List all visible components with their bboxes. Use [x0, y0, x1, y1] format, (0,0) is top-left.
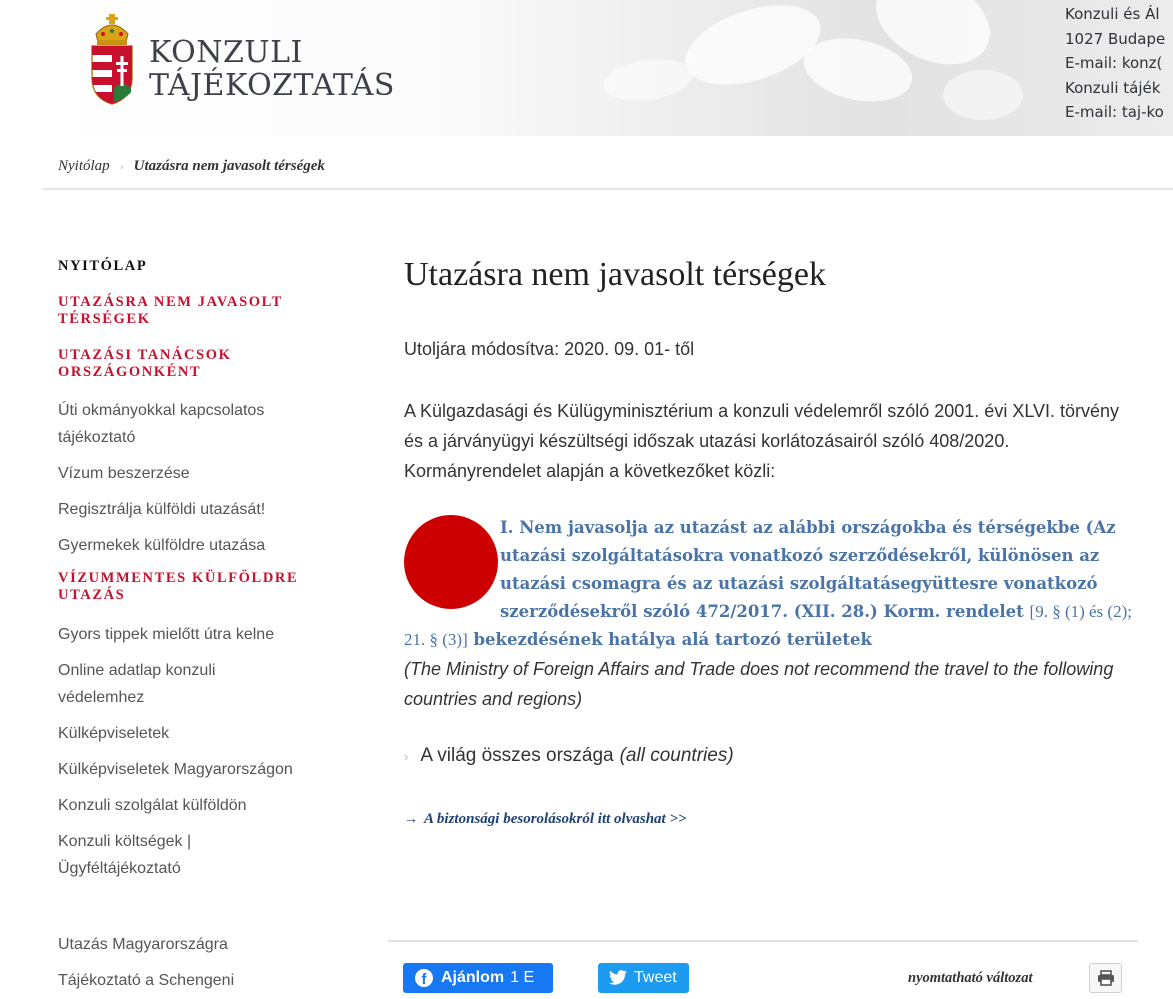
print-version-link[interactable]: nyomtatható változat	[908, 970, 1033, 986]
country-english-label: (all countries)	[619, 745, 734, 766]
notice-heading-text-end: bekezdésének hatálya alá tartozó területek	[467, 630, 872, 649]
breadcrumb	[58, 158, 325, 175]
country-list-item[interactable]	[404, 745, 734, 767]
sidebar-item-consular-service[interactable]: Konzuli szolgálat külföldön	[58, 797, 247, 814]
contact-email-link[interactable]: E-mail: konz(	[1065, 54, 1163, 72]
chevron-right-icon: ›	[404, 748, 409, 764]
sidebar-item-children-travel[interactable]: Gyermekek külföldre utazása	[58, 537, 266, 554]
facebook-like-label: Ajánlom	[441, 969, 505, 986]
arrow-right-icon: →	[404, 811, 418, 827]
facebook-icon: f	[415, 969, 433, 987]
sidebar-item-travel-documents[interactable]: Úti okmányokkal kapcsolatos tájékoztató	[58, 402, 265, 446]
security-classification-link[interactable]	[404, 811, 687, 828]
tweet-button[interactable]	[598, 963, 689, 993]
notice-block	[404, 514, 1134, 714]
notice-reference: [9. § (1) és (2); 21. § (3)]	[404, 602, 1132, 649]
contact-line: 1027 Budape	[1065, 29, 1166, 48]
sidebar-item-visa-free[interactable]: VÍZUMMENTES KÜLFÖLDRE UTAZÁS	[58, 570, 299, 603]
sidebar-item-travel-to-hungary[interactable]: Utazás Magyarországra	[58, 936, 228, 953]
breadcrumb-current: Utazásra nem javasolt térségek	[133, 158, 325, 174]
security-link-text[interactable]: A biztonsági besorolásokról itt olvashat >>	[424, 811, 687, 827]
breadcrumb-separator-icon: ›	[119, 159, 124, 173]
intro-paragraph: A Külgazdasági és Külügyminisztérium a konzuli védelemről szóló 2001. évi XLVI. törvény és a járványügyi készültségi időszak utazási korlátozásairól szóló 408/2020. Kormányrendelet alapján a következőket közli:	[404, 401, 1120, 481]
tweet-label: Tweet	[634, 969, 677, 986]
facebook-like-button[interactable]	[403, 963, 553, 993]
sidebar-item-home[interactable]: NYITÓLAP	[58, 258, 148, 274]
notice-english-text: (The Ministry of Foreign Affairs and Trade does not recommend the travel to the following countries and regions)	[404, 659, 1114, 709]
sidebar-item-quick-tips[interactable]: Gyors tippek mielőtt útra kelne	[58, 626, 275, 643]
brand-line-1: KONZULI	[149, 35, 303, 70]
sidebar-item-visa[interactable]: Vízum beszerzése	[58, 465, 190, 482]
sidebar-item-register-trip[interactable]: Regisztrálja külföldi utazását!	[58, 501, 266, 518]
content-footer-divider	[388, 940, 1138, 942]
page-title: Utazásra nem javasolt térségek	[404, 256, 826, 293]
hungarian-coat-of-arms-icon[interactable]	[87, 12, 137, 106]
sidebar-item-not-recommended[interactable]: UTAZÁSRA NEM JAVASOLT TÉRSÉGEK	[58, 294, 283, 327]
contact-info	[1065, 2, 1173, 125]
contact-line: Konzuli tájék	[1065, 78, 1161, 97]
contact-email-link[interactable]: E-mail: taj-ko	[1065, 103, 1164, 121]
notice-heading-text: I. Nem javasolja az utazást az alábbi országokba és térségekbe (Az utazási szolgáltatásokra vonatkozó szerződésekről, különösen az utazási csomagra és az utazási szolgáltatásegyüttesre vonatkozó szerződésekről szóló 472/2017. (XII. 28.) Korm. rendelet	[500, 518, 1116, 621]
brand-line-2: TÁJÉKOZTATÁS	[149, 68, 395, 103]
sidebar-item-travel-advice[interactable]: UTAZÁSI TANÁCSOK ORSZÁGONKÉNT	[58, 347, 232, 380]
last-modified-text: Utoljára módosítva: 2020. 09. 01- től	[404, 339, 695, 359]
sidebar-item-online-form[interactable]: Online adatlap konzuli védelemhez	[58, 662, 216, 706]
map-background	[601, 54, 696, 106]
site-header	[43, 0, 1173, 136]
country-link[interactable]: A világ összes országa	[420, 745, 614, 766]
twitter-bird-icon	[608, 970, 628, 986]
site-logo-text[interactable]	[149, 35, 395, 103]
sidebar-item-missions-hungary[interactable]: Külképviseletek Magyarországon	[58, 761, 293, 778]
sidebar-item-schengen[interactable]: Tájékoztató a Schengeni	[58, 972, 235, 989]
breadcrumb-divider	[43, 188, 1173, 190]
printer-icon[interactable]	[1089, 963, 1122, 993]
facebook-like-count: 1 E	[510, 969, 535, 986]
sidebar-item-consular-fees[interactable]: Konzuli költségek | Ügyféltájékoztató	[58, 833, 192, 877]
sidebar-item-missions[interactable]: Külképviseletek	[58, 725, 170, 742]
contact-line: Konzuli és Ál	[1065, 5, 1160, 23]
notice-heading	[404, 514, 1134, 654]
breadcrumb-home-link[interactable]: Nyitólap	[58, 158, 110, 174]
map-background	[943, 70, 1023, 120]
